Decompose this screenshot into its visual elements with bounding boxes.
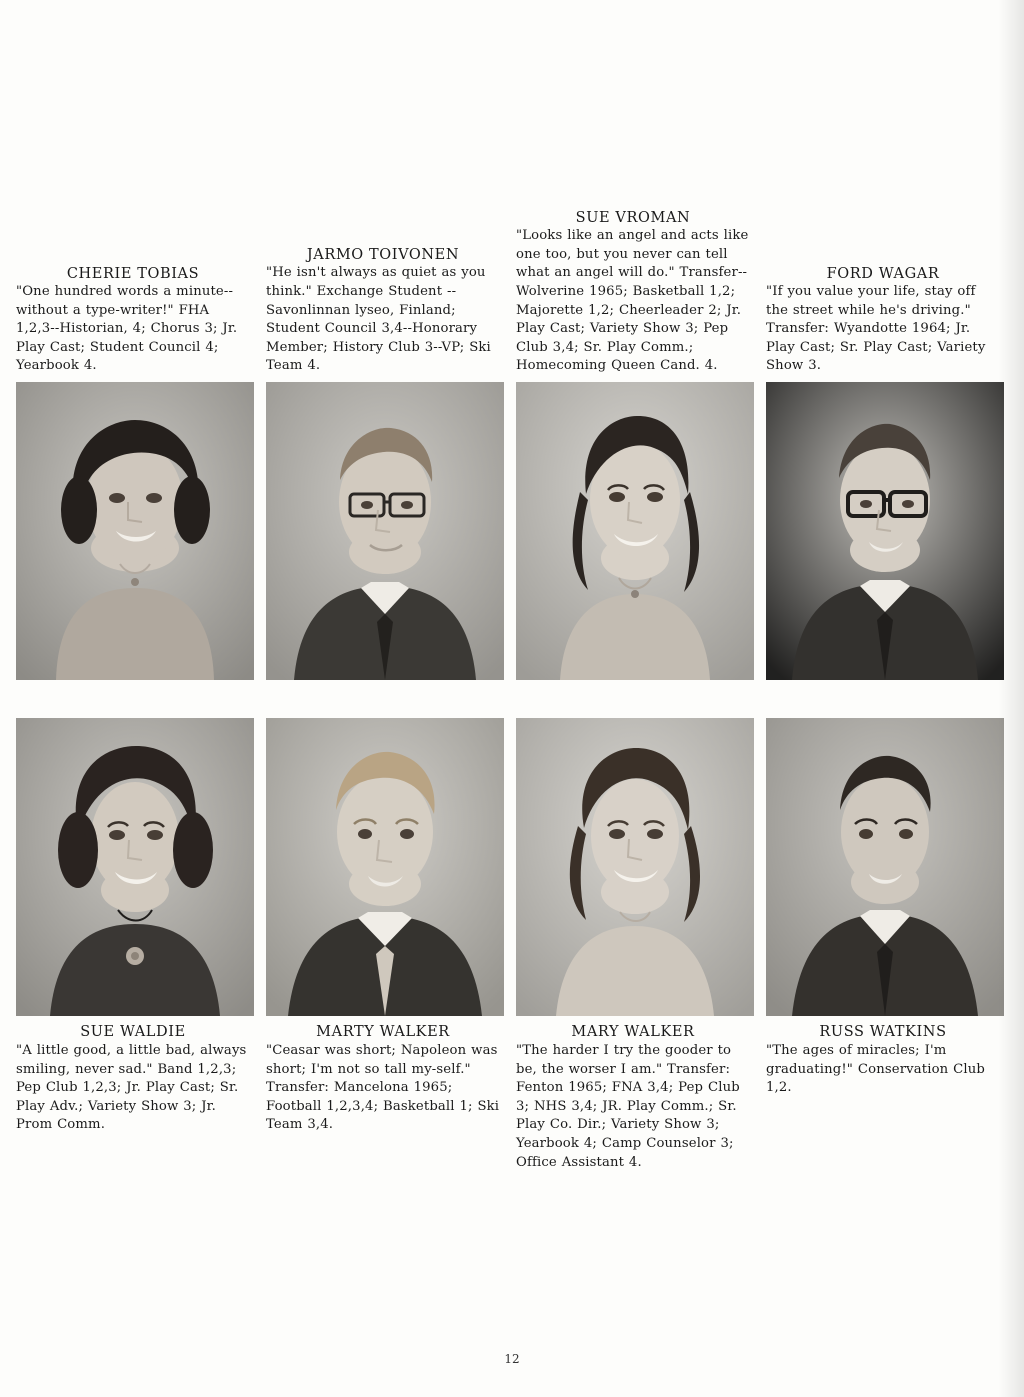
student-blurb: "One hundred words a minute--without a type-writer!" FHA 1,2,3--Historian, 4; Chorus 3; Jr. Play Cast; Student Council 4; Yearbook 4. <box>16 284 238 374</box>
page-number: 12 <box>504 1352 520 1366</box>
caption-block <box>516 176 750 382</box>
entry-russ-watkins <box>758 718 1008 1172</box>
portrait-grid <box>8 176 1008 1172</box>
student-name: FORD WAGAR <box>826 266 940 283</box>
caption-block <box>266 176 500 382</box>
portrait-row-top <box>8 176 1008 680</box>
entry-sue-waldie <box>8 718 258 1172</box>
caption-block <box>16 176 250 382</box>
caption-block <box>766 1016 1000 1098</box>
student-portrait-photo <box>516 382 754 680</box>
student-name: CHERIE TOBIAS <box>66 266 200 283</box>
student-portrait-photo <box>266 382 504 680</box>
student-portrait-photo <box>766 718 1004 1016</box>
student-blurb: "Ceasar was short; Napoleon was short; I'm not so tall my-self." Transfer: Mancelona 1965; Football 1,2,3,4; Basketball 1; Ski Team 3,4. <box>266 1043 500 1133</box>
caption-block <box>516 1016 750 1172</box>
student-portrait-photo <box>16 382 254 680</box>
entry-cherie-tobias <box>8 176 258 680</box>
student-blurb: "The harder I try the gooder to be, the worser I am." Transfer: Fenton 1965; FNA 3,4; Pep Club 3; NHS 3,4; JR. Play Comm.; Sr. Play Co. Dir.; Variety Show 3; Yearbook 4; Camp Counselor 3; Office Assistant 4. <box>516 1043 740 1170</box>
entry-mary-walker <box>508 718 758 1172</box>
student-name: SUE VROMAN <box>575 210 691 227</box>
student-blurb: "Looks like an angel and acts like one too, but you never can tell what an angel will do." Transfer--Wolverine 1965; Basketball 1,2; Majorette 1,2; Cheerleader 2; Jr. Play Cast; Variety Show 3; Pep Club 3,4; Sr. Play Comm.; Homecoming Queen Cand. 4. <box>516 228 749 374</box>
caption-block <box>16 1016 250 1135</box>
student-name: RUSS WATKINS <box>819 1024 947 1040</box>
student-blurb: "He isn't always as quiet as you think." Exchange Student --Savonlinnan lyseo, Finland; Student Council 3,4--Honorary Member; History Club 3--VP; Ski Team 4. <box>266 265 491 374</box>
student-name: MARTY WALKER <box>316 1024 450 1040</box>
student-portrait-photo <box>16 718 254 1016</box>
caption-block <box>266 1016 500 1135</box>
entry-sue-vroman <box>508 176 758 680</box>
student-name: JARMO TOIVONEN <box>306 247 460 264</box>
entry-jarmo-toivonen <box>258 176 508 680</box>
student-name: MARY WALKER <box>571 1024 695 1040</box>
entry-ford-wagar <box>758 176 1008 680</box>
student-portrait-photo <box>266 718 504 1016</box>
student-portrait-photo <box>516 718 754 1016</box>
caption-block <box>766 176 1000 382</box>
student-blurb: "A little good, a little bad, always smiling, never sad." Band 1,2,3; Pep Club 1,2,3; Jr. Play Cast; Sr. Play Adv.; Variety Show 3; Jr. Prom Comm. <box>16 1043 247 1133</box>
student-name: SUE WALDIE <box>80 1024 186 1040</box>
student-blurb: "The ages of miracles; I'm graduating!" Conservation Club 1,2. <box>766 1043 986 1096</box>
portrait-row-bottom <box>8 718 1008 1172</box>
entry-marty-walker <box>258 718 508 1172</box>
student-blurb: "If you value your life, stay off the street while he's driving." Transfer: Wyandotte 1964; Jr. Play Cast; Sr. Play Cast; Variety Show 3. <box>766 284 986 374</box>
student-portrait-photo <box>766 382 1004 680</box>
